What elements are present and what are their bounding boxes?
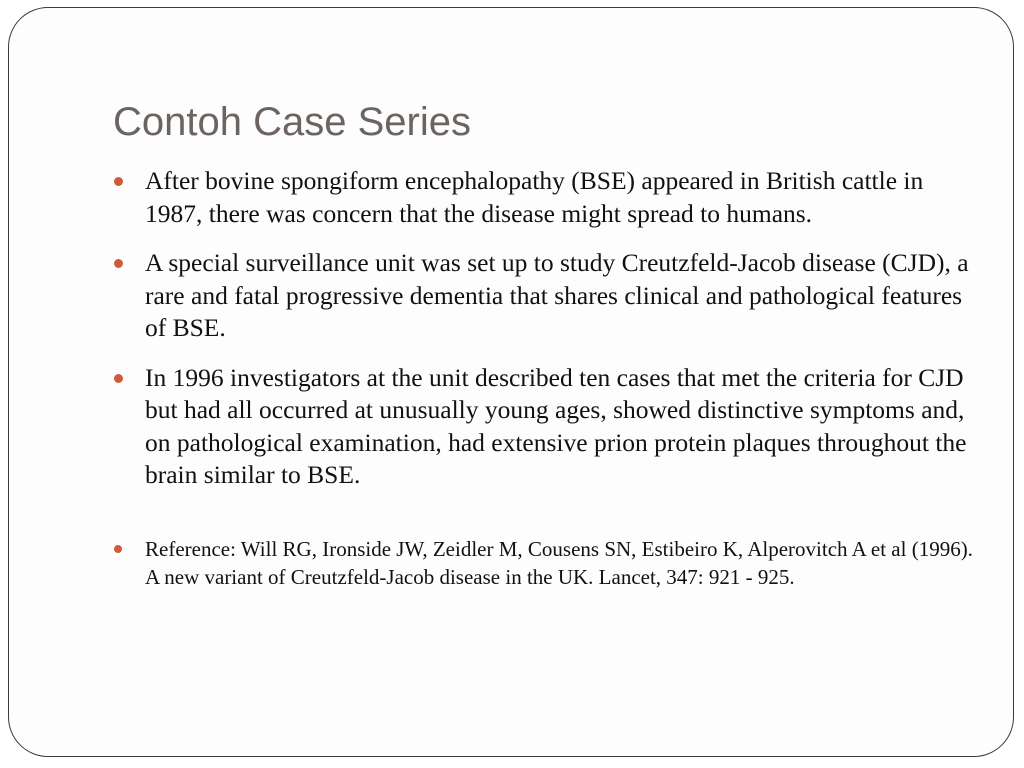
reference-item [113,535,973,591]
bullet-item [113,247,973,345]
bullet-item [113,362,973,492]
bullet-item [113,165,973,230]
bullet-dot-icon [114,545,122,553]
reference-text: Reference: Will RG, Ironside JW, Zeidler M, Cousens SN, Estibeiro K, Alperovitch A et al (1996). A new variant of Creutzfeld-Jacob disease in the UK. Lancet, 347: 921 - 925. [145,536,973,589]
bullet-text: A special surveillance unit was set up to study Creutzfeld-Jacob disease (CJD), a rare and fatal progressive dementia that shares clinical and pathological features of BSE. [145,248,969,342]
bullet-dot-icon [114,177,123,186]
bullet-list [113,165,973,608]
bullet-dot-icon [114,374,123,383]
bullet-dot-icon [114,259,123,268]
slide-title: Contoh Case Series [113,100,471,144]
bullet-text: In 1996 investigators at the unit described ten cases that met the criteria for CJD but had all occurred at unusually young ages, showed distinctive symptoms and, on pathological examination, had extensive prion protein plaques throughout the brain similar to BSE. [145,362,967,489]
bullet-text: After bovine spongiform encephalopathy (BSE) appeared in British cattle in 1987, there was concern that the disease might spread to humans. [145,166,924,228]
